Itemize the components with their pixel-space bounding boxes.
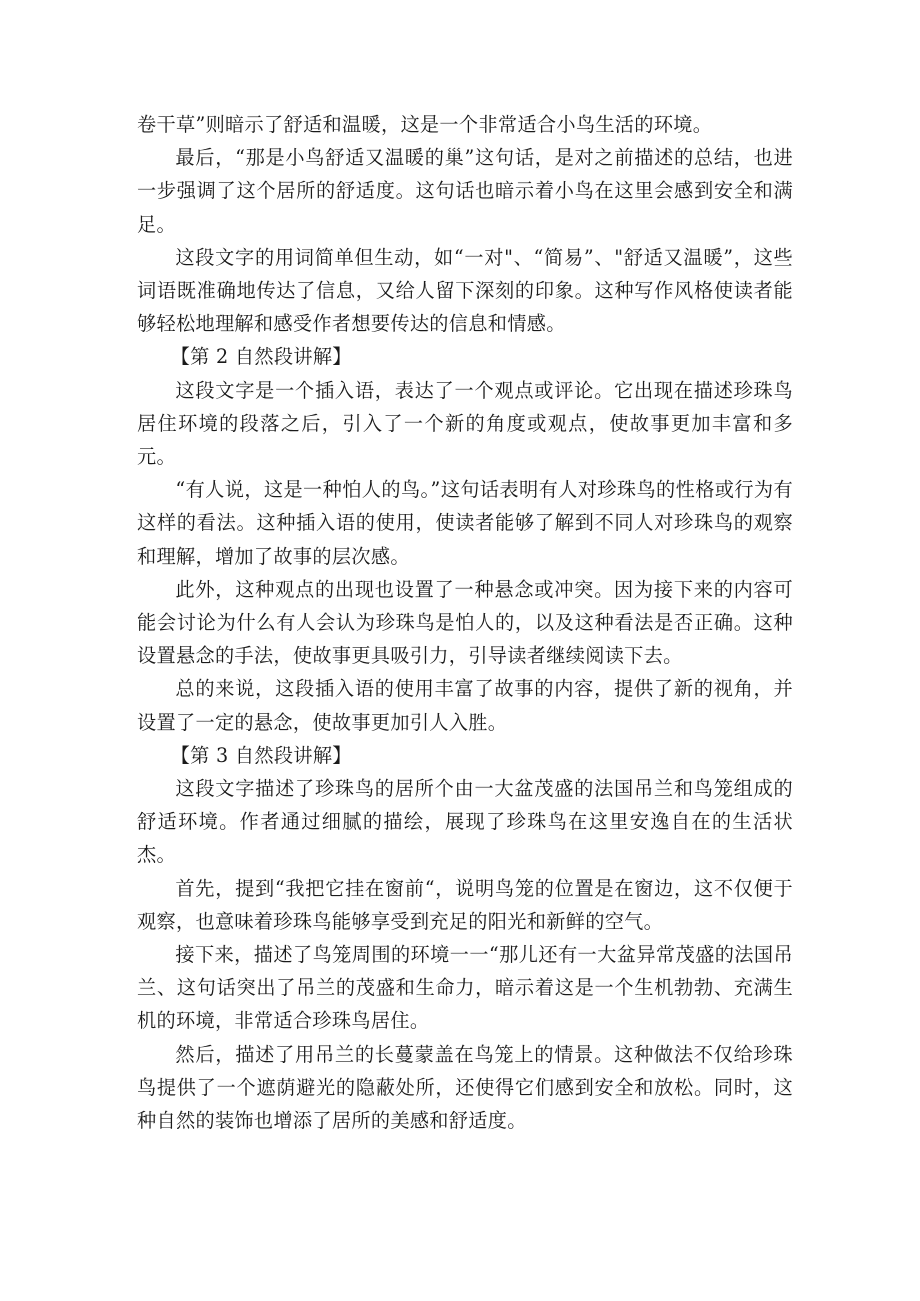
paragraph-6: 此外，这种观点的出现也设置了一种悬念或冲突。因为接下来的内容可能会讨论为什么有人会认为珍珠鸟是怕人的，以及这种看法是否正确。这种设置悬念的手法，使故事更具吸引力，引导读者继续阅读下去。: [137, 577, 793, 668]
paragraph-1: 卷干草”则暗示了舒适和温暖，这是一个非常适合小鸟生活的环境。: [137, 113, 713, 136]
paragraph-8: 这段文字描述了珍珠鸟的居所个由一大盆茂盛的法国吊兰和鸟笼组成的舒适环境。作者通过细腻的描绘，展现了珍珠鸟在这里安逸自在的生活状杰。: [137, 777, 793, 867]
document-body: [137, 108, 793, 1137]
section-heading-3: 【第 3 自然段讲解】: [170, 743, 352, 767]
paragraph-7: 总的来说，这段插入语的使用丰富了故事的内容，提供了新的视角，并设置了一定的悬念，使故事更加引人入胜。: [137, 677, 793, 734]
paragraph-11: 然后，描述了用吊兰的长蔓蒙盖在鸟笼上的情景。这种做法不仅给珍珠鸟提供了一个遮荫避光的隐蔽处所，还使得它们感到安全和放松。同时，这种自然的装饰也增添了居所的美感和舒适度。: [137, 1042, 793, 1133]
section-heading-2: 【第 2 自然段讲解】: [170, 345, 352, 369]
paragraph-10: 接下来，描述了鸟笼周围的环境一一“那儿还有一大盆异常茂盛的法国吊兰、这句话突出了吊兰的茂盛和生命力，暗示着这是一个生机勃勃、充满生机的环境，非常适合珍珠鸟居住。: [137, 943, 793, 1033]
paragraph-5: “有人说，这是一种怕人的鸟。”这句话表明有人对珍珠鸟的性格或行为有这样的看法。这种插入语的使用，使读者能够了解到不同人对珍珠鸟的观察和理解，增加了故事的层次感。: [137, 478, 793, 568]
paragraph-3: 这段文字的用词简单但生动，如“一对"、“简易”、"舒适又温暖”，这些词语既准确地传达了信息，又给人留下深刻的印象。这种写作风格使读者能够轻松地理解和感受作者想要传达的信息和情感。: [137, 245, 793, 336]
paragraph-2: 最后，“那是小鸟舒适又温暖的巢”这句话，是对之前描述的总结，也进一步强调了这个居所的舒适度。这句话也暗示着小鸟在这里会感到安全和满足。: [137, 146, 793, 236]
paragraph-9: 首先，提到“我把它挂在窗前“，说明鸟笼的位置是在窗边，这不仅便于观察，也意味着珍珠鸟能够享受到充足的阳光和新鲜的空气。: [137, 876, 793, 933]
paragraph-4: 这段文字是一个插入语，表达了一个观点或评论。它出现在描述珍珠鸟居住环境的段落之后，引入了一个新的角度或观点，使故事更加丰富和多元。: [137, 378, 793, 469]
